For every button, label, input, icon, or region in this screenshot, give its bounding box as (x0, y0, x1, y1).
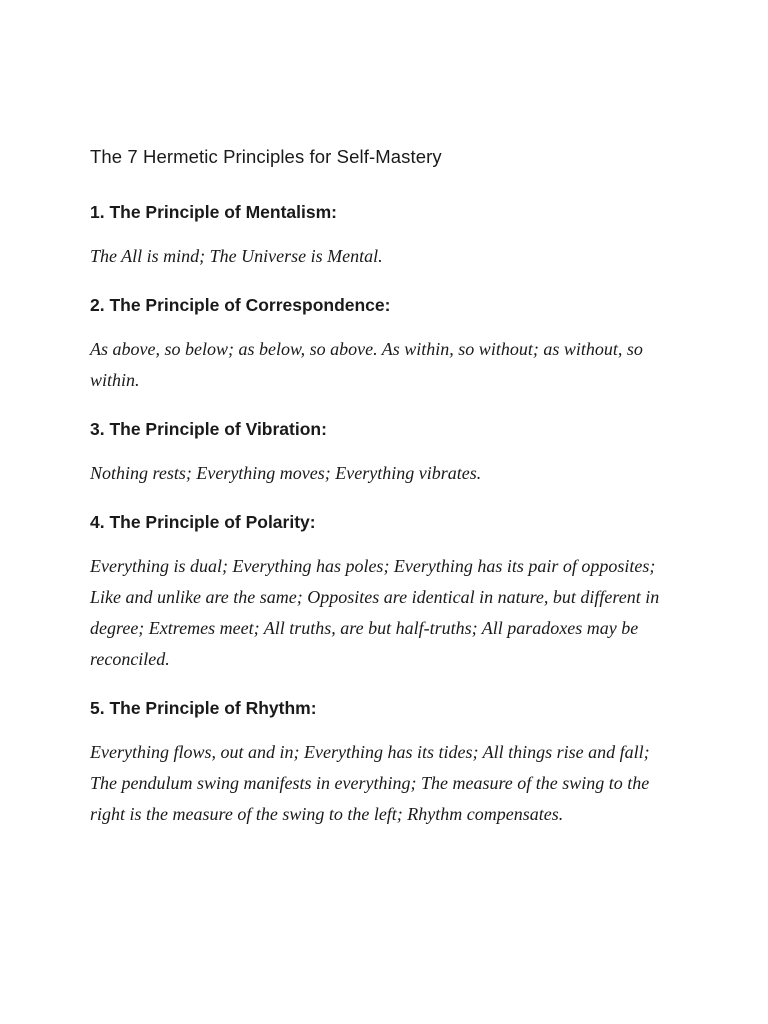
principle-vibration (90, 416, 680, 489)
principle-heading: 4. The Principle of Polarity: (90, 512, 316, 532)
principle-heading: 2. The Principle of Correspondence: (90, 295, 391, 315)
principle-mentalism (90, 199, 680, 272)
principle-heading: 5. The Principle of Rhythm: (90, 698, 317, 718)
principle-text: Everything flows, out and in; Everything has its tides; All things rise and fall; The pendulum swing manifests in everything; The measure of the swing to the right is the measure of the swing to the left; Rhythm compensates. (90, 742, 650, 824)
principle-polarity (90, 509, 680, 675)
principle-heading: 3. The Principle of Vibration: (90, 419, 327, 439)
document-page (90, 143, 680, 850)
principle-rhythm (90, 695, 680, 830)
principle-correspondence (90, 292, 680, 396)
principle-heading: 1. The Principle of Mentalism: (90, 202, 337, 222)
principle-text: The All is mind; The Universe is Mental. (90, 246, 383, 266)
document-title: The 7 Hermetic Principles for Self-Mastery (90, 146, 442, 167)
principle-text: Everything is dual; Everything has poles; Everything has its pair of opposites; Like and unlike are the same; Opposites are identical in nature, but different in degree; Extremes meet; All truths, are but half-truths; All paradoxes may be reconciled. (90, 556, 660, 669)
principle-text: Nothing rests; Everything moves; Everything vibrates. (90, 463, 482, 483)
principle-text: As above, so below; as below, so above. As within, so without; as without, so within. (90, 339, 643, 390)
